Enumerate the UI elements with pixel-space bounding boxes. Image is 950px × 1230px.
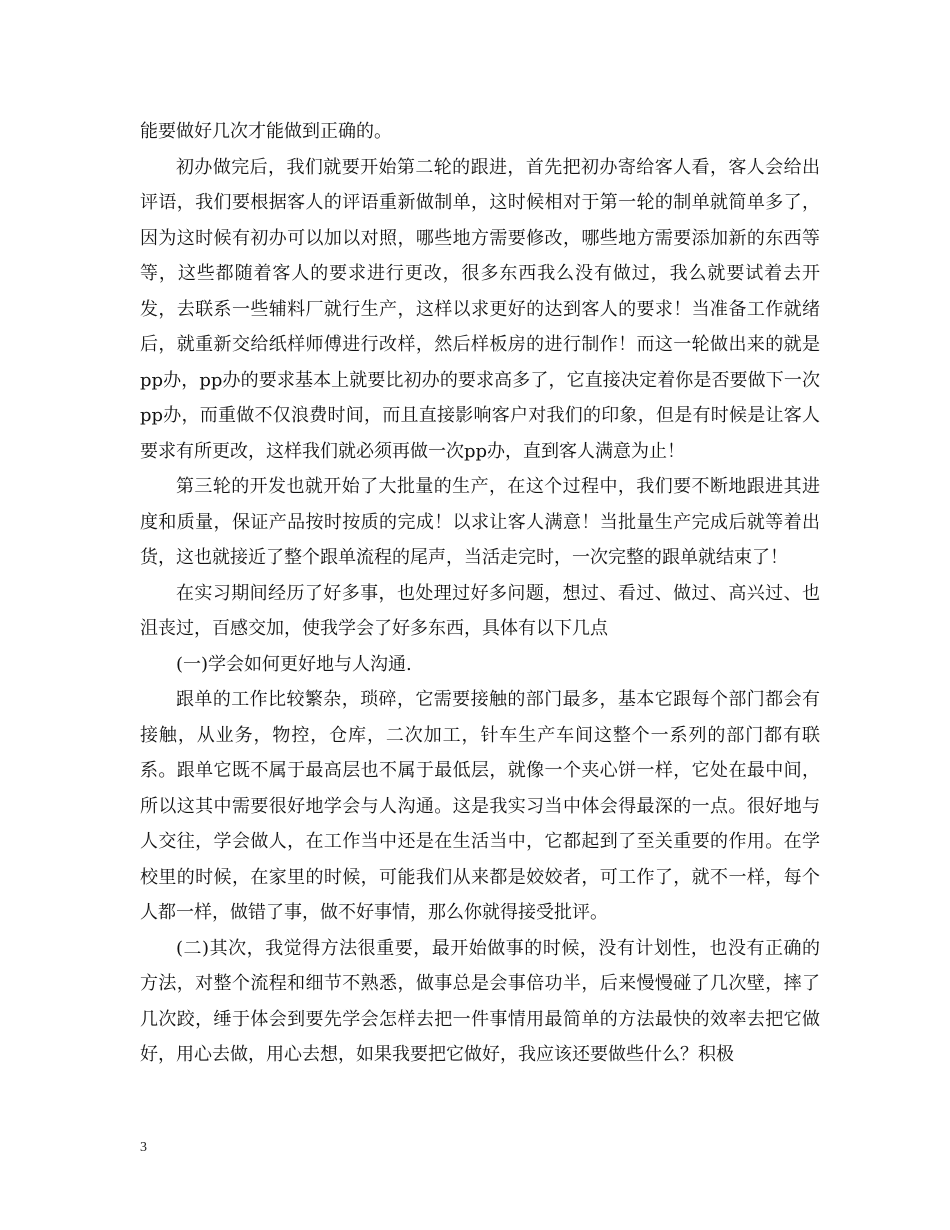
page-number: 3 xyxy=(140,1140,147,1155)
paragraph-third-round: 第三轮的开发也就开始了大批量的生产，在这个过程中，我们要不断地跟进其进度和质量，保证产品按时按质的完成！以求让客人满意！当批量生产完成后就等着出货，这也就接近了整个跟单流程的尾声，当活走完时，一次完整的跟单就结束了！ xyxy=(140,476,820,568)
paragraph-continuation: 能要做好几次才能做到正确的。 xyxy=(140,121,392,142)
paragraph-internship-summary: 在实习期间经历了好多事，也处理过好多问题，想过、看过、做过、高兴过、也沮丧过，百感交加，使我学会了好多东西，具体有以下几点 xyxy=(140,582,820,639)
paragraph-communication: 跟单的工作比较繁杂，琐碎，它需要接触的部门最多，基本它跟每个部门都会有接触，从业务，物控，仓库，二次加工，针车生产车间这整个一系列的部门都有联系。跟单它既不属于最高层也不属于最低层，就像一个夹心饼一样，它处在最中间，所以这其中需要很好地学会与人沟通。这是我实习当中体会得最深的一点。很好地与人交往，学会做人，在工作当中还是在生活当中，它都起到了至关重要的作用。在学校里的时候，在家里的时候，可能我们从来都是姣姣者，可工作了，就不一样，每个人都一样，做错了事，做不好事情，那么你就得接受批评。 xyxy=(140,689,820,923)
paragraph-second-round: 初办做完后，我们就要开始第二轮的跟进，首先把初办寄给客人看，客人会给出评语，我们要根据客人的评语重新做制单，这时候相对于第一轮的制单就简单多了，因为这时候有初办可以加以对照，哪些地方需要修改，哪些地方需要添加新的东西等等，这些都随着客人的要求进行更改，很多东西我么没有做过，我么就要试着去开发，去联系一些辅料厂就行生产，这样以求更好的达到客人的要求！当准备工作就绪后，就重新交给纸样师傅进行改样，然后样板房的进行制作！而这一轮做出来的就是pp办，pp办的要求基本上就要比初办的要求高多了，它直接决定着你是否要做下一次pp办，而重做不仅浪费时间，而且直接影响客户对我们的印象，但是有时候是让客人要求有所更改，这样我们就必须再做一次pp办，直到客人满意为止！ xyxy=(140,156,820,462)
paragraph-point-one-heading: (一)学会如何更好地与人沟通. xyxy=(176,653,412,675)
paragraph-point-two: (二)其次，我觉得方法很重要，最开始做事的时候，没有计划性，也没有正确的方法，对整个流程和细节不熟悉，做事总是会事倍功半，后来慢慢碰了几次壁，摔了几次跤，缍于体会到要先学会怎样去把一件事情用最简单的方法最快的效率去把它做好，用心去做，用心去想，如果我要把它做好，我应该还要做些什么？积极 xyxy=(140,937,820,1065)
document-body xyxy=(140,114,820,1073)
